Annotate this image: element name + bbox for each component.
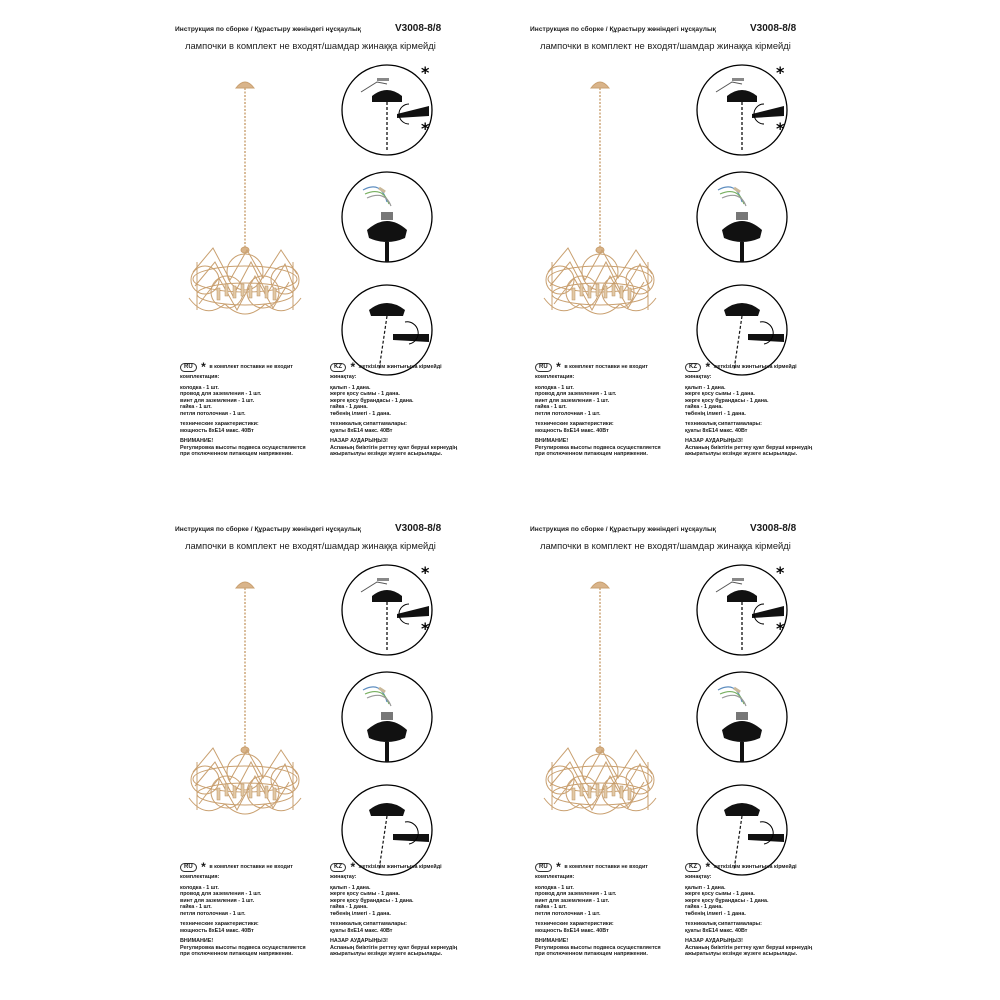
kz-badge: KZ bbox=[685, 363, 701, 372]
kz-kit-item: жерге қосу сымы - 1 дана. bbox=[685, 891, 755, 897]
step-2-wiring bbox=[342, 672, 432, 762]
ru-spec: мощность 8хЕ14 макс. 40Вт bbox=[535, 427, 609, 434]
star-icon: * bbox=[556, 360, 561, 374]
kz-kit-list bbox=[330, 885, 490, 918]
svg-text:*: * bbox=[776, 563, 785, 582]
kz-not-included-note: жеткізілім жинтығына кірмейді bbox=[713, 363, 797, 370]
ru-badge: RU bbox=[180, 863, 197, 872]
kz-kit-item: төбенің ілмегі - 1 дана. bbox=[685, 910, 746, 917]
step-2-wiring bbox=[342, 172, 432, 262]
step-1-ceiling-mount bbox=[697, 63, 787, 155]
kz-section bbox=[685, 862, 845, 958]
star-icon: * bbox=[350, 360, 356, 374]
kz-kit-item: гайка - 1 дана. bbox=[330, 904, 368, 910]
ru-kit-item: провод для заземления - 1 шт. bbox=[180, 391, 262, 397]
instruction-sheet bbox=[175, 522, 505, 957]
ru-spec-heading: технические характеристики: bbox=[180, 421, 259, 427]
kz-spec-heading: техникалық сипаттамалары: bbox=[330, 921, 407, 927]
kz-warning-heading: НАЗАР АУДАРЫҢЫЗ! bbox=[685, 938, 743, 944]
assembly-steps bbox=[337, 62, 437, 382]
kz-section bbox=[330, 362, 490, 458]
step-1-ceiling-mount bbox=[342, 63, 432, 155]
ru-kit-item: винт для заземления - 1 шт. bbox=[180, 397, 255, 404]
kz-kit-heading: жинақтау: bbox=[685, 374, 712, 380]
ru-kit-item: петля потолочная - 1 шт. bbox=[180, 910, 246, 917]
svg-text:*: * bbox=[421, 63, 430, 82]
ru-warning-text: при отключенном питающем напряжении. bbox=[180, 451, 293, 457]
ru-kit-item: колодка - 1 шт. bbox=[180, 884, 219, 891]
instruction-sheet bbox=[530, 22, 860, 457]
ru-badge: RU bbox=[180, 363, 197, 372]
kz-kit-item: жерге қосу сымы - 1 дана. bbox=[685, 391, 755, 397]
svg-text:*: * bbox=[776, 63, 785, 82]
ru-kit-item: колодка - 1 шт. bbox=[535, 384, 574, 391]
ru-not-included-note: в комплект поставки не входит bbox=[209, 863, 293, 870]
kz-kit-item: қалып - 1 дана. bbox=[685, 884, 726, 891]
kz-kit-item: қалып - 1 дана. bbox=[330, 384, 371, 391]
ru-section bbox=[535, 362, 685, 458]
kz-kit-item: жерге қосу бұрандасы - 1 дана. bbox=[330, 897, 414, 904]
kz-kit-item: гайка - 1 дана. bbox=[330, 404, 368, 410]
ru-kit-item: гайка - 1 шт. bbox=[180, 404, 212, 410]
kz-warning-text: Аспаның биіктігін реттеу қуат беруші кернеудің bbox=[330, 444, 458, 451]
kz-warning-text: ажыратылуы кезінде жүзеге асырылады. bbox=[685, 951, 798, 957]
kz-kit-item: төбенің ілмегі - 1 дана. bbox=[330, 410, 391, 417]
ru-kit-heading: комплектация: bbox=[535, 874, 575, 880]
ru-badge: RU bbox=[535, 363, 552, 372]
kz-kit-item: гайка - 1 дана. bbox=[685, 904, 723, 910]
kz-kit-item: гайка - 1 дана. bbox=[685, 404, 723, 410]
kz-kit-heading: жинақтау: bbox=[685, 874, 712, 880]
kz-kit-item: жерге қосу бұрандасы - 1 дана. bbox=[330, 397, 414, 404]
chandelier-illustration bbox=[175, 72, 315, 352]
instruction-sheet bbox=[175, 22, 505, 457]
ru-kit-heading: комплектация: bbox=[180, 374, 220, 380]
svg-text:*: * bbox=[421, 619, 430, 638]
kz-kit-heading: жинақтау: bbox=[330, 374, 357, 380]
ru-spec-heading: технические характеристики: bbox=[180, 921, 259, 927]
instruction-title: Инструкция по сборке / Құрастыру жөніндегі нұсқаулық bbox=[175, 26, 362, 33]
kz-section bbox=[685, 362, 845, 458]
ru-spec: мощность 8хЕ14 макс. 40Вт bbox=[535, 927, 609, 934]
ru-kit-list bbox=[535, 885, 685, 918]
assembly-steps bbox=[692, 562, 792, 882]
chandelier-illustration bbox=[530, 72, 670, 352]
star-icon: * bbox=[705, 860, 711, 874]
kz-kit-item: төбенің ілмегі - 1 дана. bbox=[330, 910, 391, 917]
ru-not-included-note: в комплект поставки не входит bbox=[564, 863, 648, 870]
kz-kit-item: жерге қосу бұрандасы - 1 дана. bbox=[685, 897, 769, 904]
chandelier-illustration bbox=[175, 572, 315, 852]
ru-not-included-note: в комплект поставки не входит bbox=[209, 363, 293, 370]
header bbox=[175, 22, 475, 36]
star-icon: * bbox=[350, 860, 356, 874]
ru-kit-item: петля потолочная - 1 шт. bbox=[180, 410, 246, 417]
kz-not-included-note: жеткізілім жинтығына кірмейді bbox=[713, 863, 797, 870]
ru-not-included-note: в комплект поставки не входит bbox=[564, 363, 648, 370]
svg-text:*: * bbox=[421, 119, 430, 138]
kz-badge: KZ bbox=[330, 363, 346, 372]
ru-section bbox=[535, 862, 685, 958]
instruction-title: Инструкция по сборке / Құрастыру жөніндегі нұсқаулық bbox=[530, 26, 717, 33]
ru-kit-item: провод для заземления - 1 шт. bbox=[535, 391, 617, 397]
ru-kit-item: провод для заземления - 1 шт. bbox=[180, 891, 262, 897]
kz-warning-text: Аспаның биіктігін реттеу қуат беруші кернеудің bbox=[685, 444, 813, 451]
kz-badge: KZ bbox=[685, 863, 701, 872]
star-icon: * bbox=[556, 860, 561, 874]
step-1-ceiling-mount bbox=[697, 563, 787, 655]
assembly-steps bbox=[692, 62, 792, 382]
kz-spec: қуаты 8хЕ14 макс. 40Вт bbox=[685, 427, 748, 434]
kz-kit-item: төбенің ілмегі - 1 дана. bbox=[685, 410, 746, 417]
kz-kit-list bbox=[685, 385, 845, 418]
kz-kit-heading: жинақтау: bbox=[330, 874, 357, 880]
ru-kit-item: провод для заземления - 1 шт. bbox=[535, 891, 617, 897]
ru-badge: RU bbox=[535, 863, 552, 872]
chandelier-illustration bbox=[530, 572, 670, 852]
kz-warning-text: ажыратылуы кезінде жүзеге асырылады. bbox=[330, 951, 443, 957]
kz-spec: қуаты 8хЕ14 макс. 40Вт bbox=[685, 927, 748, 934]
ru-spec-heading: технические характеристики: bbox=[535, 421, 614, 427]
star-icon: * bbox=[705, 360, 711, 374]
bulbs-note: лампочки в комплект не входят/шамдар жинаққа кірмейді bbox=[540, 40, 791, 51]
ru-kit-heading: комплектация: bbox=[180, 874, 220, 880]
kz-warning-heading: НАЗАР АУДАРЫҢЫЗ! bbox=[330, 938, 388, 944]
kz-warning-text: ажыратылуы кезінде жүзеге асырылады. bbox=[685, 451, 798, 457]
kz-kit-item: жерге қосу сымы - 1 дана. bbox=[330, 891, 400, 897]
kz-spec-heading: техникалық сипаттамалары: bbox=[685, 421, 762, 427]
kz-spec: қуаты 8хЕ14 макс. 40Вт bbox=[330, 927, 393, 934]
ru-kit-item: петля потолочная - 1 шт. bbox=[535, 410, 601, 417]
ru-warning-text: при отключенном питающем напряжении. bbox=[535, 951, 648, 957]
header bbox=[530, 22, 830, 36]
kz-section bbox=[330, 862, 490, 958]
kz-badge: KZ bbox=[330, 863, 346, 872]
ru-spec-heading: технические характеристики: bbox=[535, 921, 614, 927]
ru-kit-list bbox=[535, 385, 685, 418]
ru-warning-text: при отключенном питающем напряжении. bbox=[180, 951, 293, 957]
svg-text:*: * bbox=[776, 119, 785, 138]
svg-text:*: * bbox=[421, 563, 430, 582]
kz-spec-heading: техникалық сипаттамалары: bbox=[685, 921, 762, 927]
ru-kit-item: гайка - 1 шт. bbox=[535, 404, 567, 410]
ru-kit-heading: комплектация: bbox=[535, 374, 575, 380]
ru-kit-item: винт для заземления - 1 шт. bbox=[535, 897, 610, 904]
ru-warning-heading: ВНИМАНИЕ! bbox=[180, 438, 214, 444]
kz-warning-text: Аспаның биіктігін реттеу қуат беруші кернеудің bbox=[330, 944, 458, 951]
ru-warning-text: Регулировка высоты подвеса осуществляется bbox=[535, 944, 661, 951]
ru-spec: мощность 8хЕ14 макс. 40Вт bbox=[180, 927, 254, 934]
star-icon: * bbox=[201, 860, 206, 874]
kz-spec-heading: техникалық сипаттамалары: bbox=[330, 421, 407, 427]
assembly-steps bbox=[337, 562, 437, 882]
ru-warning-text: Регулировка высоты подвеса осуществляется bbox=[535, 444, 661, 451]
ru-kit-list bbox=[180, 885, 330, 918]
kz-not-included-note: жеткізілім жинтығына кірмейді bbox=[358, 863, 442, 870]
bulbs-note: лампочки в комплект не входят/шамдар жинаққа кірмейді bbox=[540, 540, 791, 551]
ru-kit-item: гайка - 1 шт. bbox=[535, 904, 567, 910]
ru-section bbox=[180, 862, 330, 958]
kz-kit-list bbox=[685, 885, 845, 918]
step-1-ceiling-mount bbox=[342, 563, 432, 655]
step-2-wiring bbox=[697, 172, 787, 262]
ru-warning-text: Регулировка высоты подвеса осуществляется bbox=[180, 444, 306, 451]
kz-kit-item: жерге қосу бұрандасы - 1 дана. bbox=[685, 397, 769, 404]
ru-warning-text: при отключенном питающем напряжении. bbox=[535, 451, 648, 457]
bulbs-note: лампочки в комплект не входят/шамдар жинаққа кірмейді bbox=[185, 40, 436, 51]
ru-warning-heading: ВНИМАНИЕ! bbox=[180, 938, 214, 944]
kz-warning-heading: НАЗАР АУДАРЫҢЫЗ! bbox=[330, 438, 388, 444]
ru-warning-heading: ВНИМАНИЕ! bbox=[535, 438, 569, 444]
instruction-sheet bbox=[530, 522, 860, 957]
kz-warning-text: Аспаның биіктігін реттеу қуат беруші кернеудің bbox=[685, 944, 813, 951]
svg-text:*: * bbox=[776, 619, 785, 638]
star-icon: * bbox=[201, 360, 206, 374]
ru-kit-item: колодка - 1 шт. bbox=[535, 884, 574, 891]
kz-not-included-note: жеткізілім жинтығына кірмейді bbox=[358, 363, 442, 370]
ru-kit-item: гайка - 1 шт. bbox=[180, 904, 212, 910]
kz-spec: қуаты 8хЕ14 макс. 40Вт bbox=[330, 427, 393, 434]
ru-kit-item: петля потолочная - 1 шт. bbox=[535, 910, 601, 917]
model-number: V3008-8/8 bbox=[395, 523, 442, 534]
bulbs-note: лампочки в комплект не входят/шамдар жинаққа кірмейді bbox=[185, 540, 436, 551]
instruction-title: Инструкция по сборке / Құрастыру жөніндегі нұсқаулық bbox=[175, 526, 362, 533]
kz-warning-heading: НАЗАР АУДАРЫҢЫЗ! bbox=[685, 438, 743, 444]
model-number: V3008-8/8 bbox=[750, 23, 797, 34]
ru-warning-text: Регулировка высоты подвеса осуществляется bbox=[180, 944, 306, 951]
kz-kit-list bbox=[330, 385, 490, 418]
header bbox=[530, 522, 830, 536]
kz-kit-item: қалып - 1 дана. bbox=[685, 384, 726, 391]
model-number: V3008-8/8 bbox=[750, 523, 797, 534]
model-number: V3008-8/8 bbox=[395, 23, 442, 34]
ru-kit-list bbox=[180, 385, 330, 418]
ru-warning-heading: ВНИМАНИЕ! bbox=[535, 938, 569, 944]
ru-kit-item: винт для заземления - 1 шт. bbox=[535, 397, 610, 404]
step-2-wiring bbox=[697, 672, 787, 762]
ru-kit-item: винт для заземления - 1 шт. bbox=[180, 897, 255, 904]
ru-section bbox=[180, 362, 330, 458]
kz-kit-item: жерге қосу сымы - 1 дана. bbox=[330, 391, 400, 397]
header bbox=[175, 522, 475, 536]
ru-kit-item: колодка - 1 шт. bbox=[180, 384, 219, 391]
ru-spec: мощность 8хЕ14 макс. 40Вт bbox=[180, 427, 254, 434]
kz-warning-text: ажыратылуы кезінде жүзеге асырылады. bbox=[330, 451, 443, 457]
instruction-title: Инструкция по сборке / Құрастыру жөніндегі нұсқаулық bbox=[530, 526, 717, 533]
kz-kit-item: қалып - 1 дана. bbox=[330, 884, 371, 891]
